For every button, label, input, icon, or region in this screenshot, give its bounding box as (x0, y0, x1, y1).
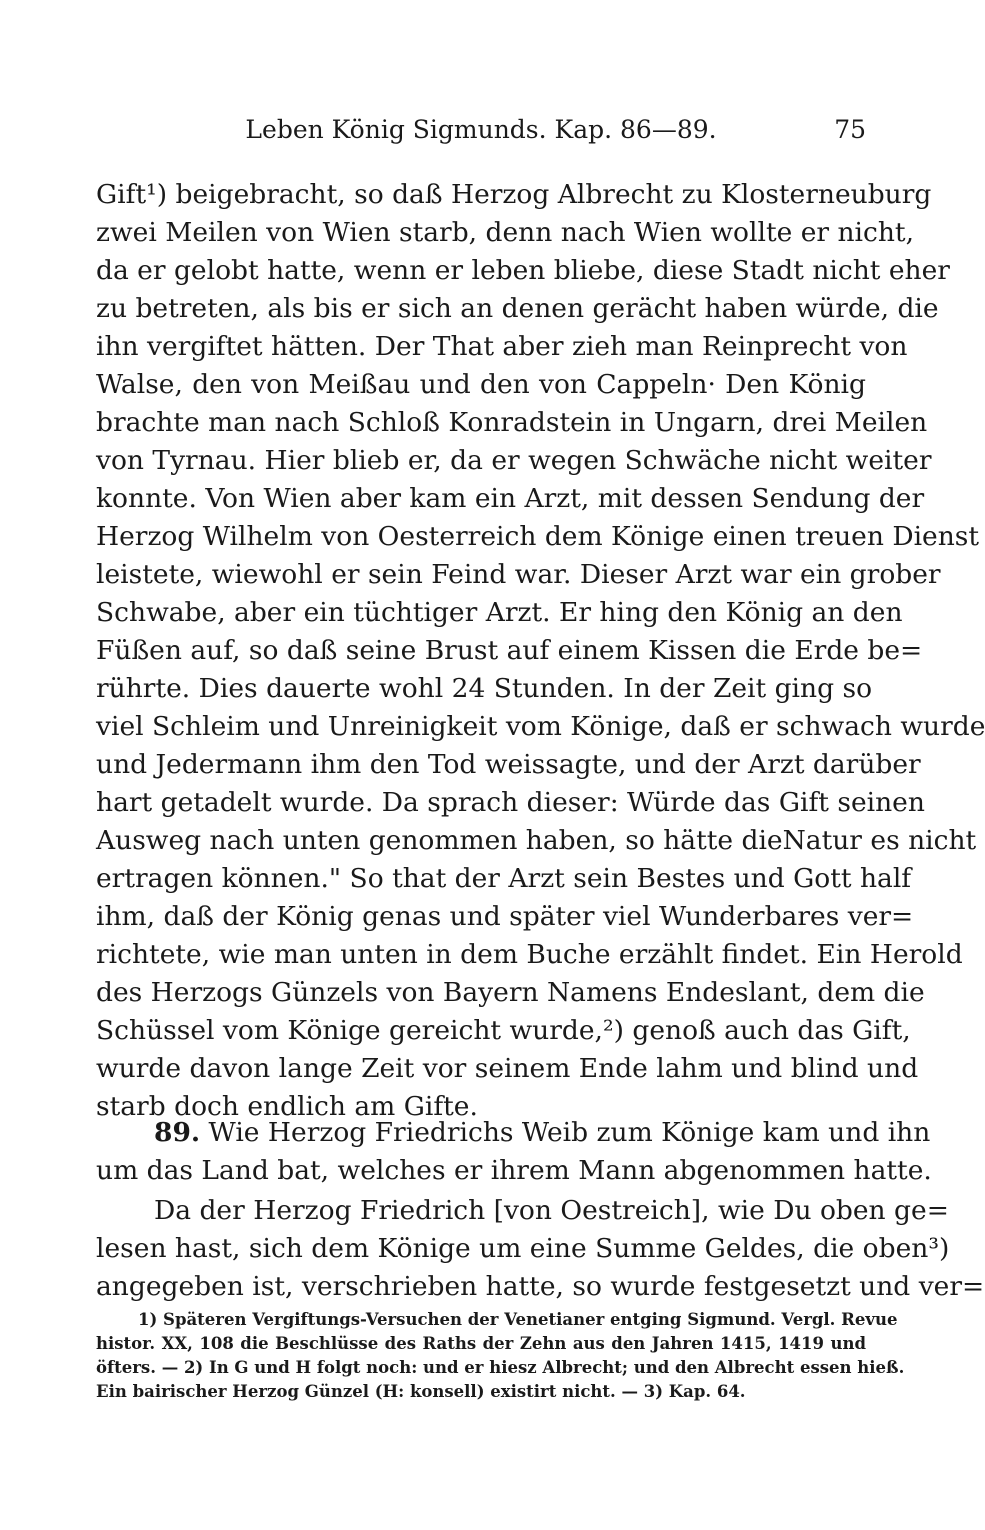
text-line: richtete, wie man unten in dem Buche erzählt findet. Ein Herold (96, 939, 963, 970)
text-line: viel Schleim und Unreinigkeit vom Könige, daß er schwach wurde (96, 711, 985, 742)
text-line: starb doch endlich am Gifte. (96, 1091, 478, 1122)
text-line: Schüssel vom Könige gereicht wurde,²) genoß auch das Gift, (96, 1015, 911, 1046)
text-line: Schwabe, aber ein tüchtiger Arzt. Er hing den König an den (96, 597, 903, 628)
paragraph-2 (96, 1192, 985, 1306)
text-line: rührte. Dies dauerte wohl 24 Stunden. In der Zeit ging so (96, 673, 873, 704)
footnotes (96, 1308, 905, 1404)
text-line: wurde davon lange Zeit vor seinem Ende lahm und blind und (96, 1053, 919, 1084)
text-line: lesen hast, sich dem Könige um eine Summe Geldes, die oben³) (96, 1233, 950, 1264)
footnote-line: 1) Späteren Vergiftungs-Versuchen der Venetianer entging Sigmund. Vergl. Revue (138, 1310, 898, 1329)
text-line: und Jedermann ihm den Tod weissagte, und der Arzt darüber (96, 749, 921, 780)
text-line: zu betreten, als bis er sich an denen gerächt haben würde, die (96, 293, 939, 324)
text-line: des Herzogs Günzels von Bayern Namens Endeslant, dem die (96, 977, 925, 1008)
text-line: zwei Meilen von Wien starb, denn nach Wien wollte er nicht, (96, 217, 914, 248)
section-heading-line-2: um das Land bat, welches er ihrem Mann abgenommen hatte. (96, 1155, 932, 1186)
footnote-line: Ein bairischer Herzog Günzel (H: konsell) existirt nicht. — 3) Kap. 64. (96, 1382, 746, 1401)
paragraph-1 (96, 176, 985, 1126)
running-title: Leben König Sigmunds. Kap. 86—89. (245, 115, 717, 144)
text-line: Ausweg nach unten genommen haben, so hätte dieNatur es nicht (96, 825, 977, 856)
text-line: angegeben ist, verschrieben hatte, so wurde festgesetzt und ver= (96, 1271, 985, 1302)
text-line: Da der Herzog Friedrich [von Oestreich], wie Du oben ge= (154, 1195, 949, 1226)
text-line: Herzog Wilhelm von Oesterreich dem Könige einen treuen Dienst (96, 521, 980, 552)
text-line: brachte man nach Schloß Konradstein in Ungarn, drei Meilen (96, 407, 928, 438)
text-line: Gift¹) beigebracht, so daß Herzog Albrecht zu Klosterneuburg (96, 179, 932, 210)
footnote-line: histor. XX, 108 die Beschlüsse des Raths der Zehn aus den Jahren 1415, 1419 und (96, 1334, 866, 1353)
text-line: da er gelobt hatte, wenn er leben bliebe, diese Stadt nicht eher (96, 255, 950, 286)
text-line: ertragen können." So that der Arzt sein Bestes und Gott half (96, 863, 912, 894)
footnote-line: öfters. — 2) In G und H folgt noch: und er hiesz Albrecht; und den Albrecht essen hieß. (96, 1358, 905, 1377)
text-line: Walse, den von Meißau und den von Cappeln· Den König (96, 369, 866, 400)
text-line: ihn vergiftet hätten. Der That aber zieh man Reinprecht von (96, 331, 908, 362)
section-heading-line-1 (96, 1114, 931, 1152)
text-line: ihm, daß der König genas und später viel Wunderbares ver= (96, 901, 914, 932)
text-line: von Tyrnau. Hier blieb er, da er wegen Schwäche nicht weiter (96, 445, 932, 476)
section-heading-text: Wie Herzog Friedrichs Weib zum Könige kam und ihn (208, 1117, 931, 1148)
section-number: 89. (154, 1117, 201, 1148)
running-head (96, 112, 866, 148)
section-heading-89 (96, 1114, 932, 1190)
text-line: hart getadelt wurde. Da sprach dieser: Würde das Gift seinen (96, 787, 925, 818)
text-line: konnte. Von Wien aber kam ein Arzt, mit dessen Sendung der (96, 483, 925, 514)
text-line: Füßen auf, so daß seine Brust auf einem Kissen die Erde be= (96, 635, 923, 666)
page-number: 75 (834, 115, 866, 144)
text-line: leistete, wiewohl er sein Feind war. Dieser Arzt war ein grober (96, 559, 941, 590)
